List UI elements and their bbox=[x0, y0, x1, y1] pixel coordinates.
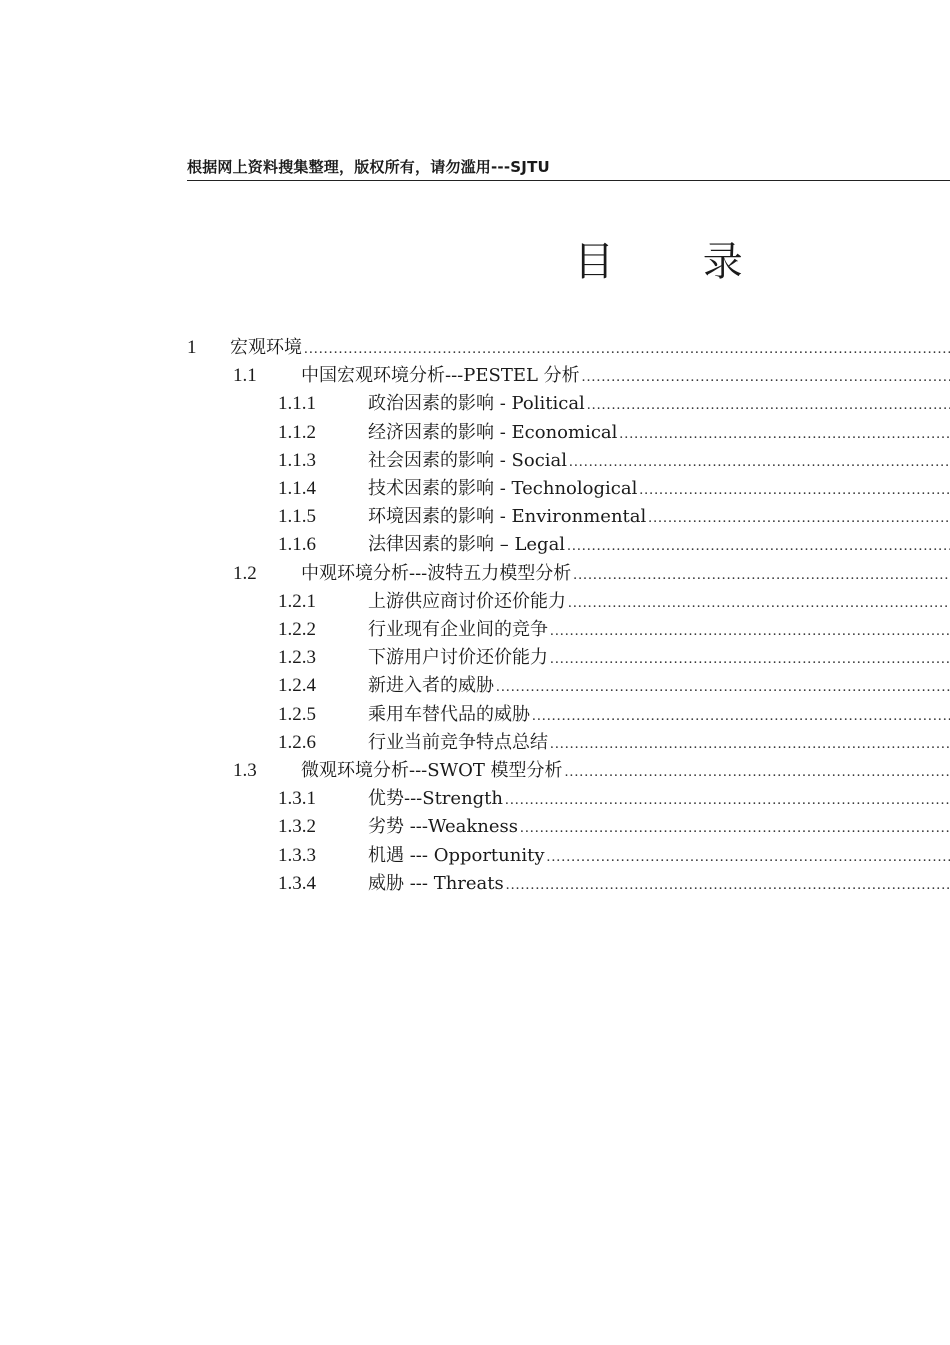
toc-entry[interactable] bbox=[278, 701, 950, 729]
toc-entry-number: 1.2 bbox=[233, 562, 257, 584]
toc-entry-label: 威胁 --- Threats bbox=[368, 872, 504, 894]
toc-entry[interactable] bbox=[278, 616, 950, 644]
toc-dot-leader bbox=[547, 843, 950, 870]
toc-entry-label: 乘用车替代品的威胁 bbox=[368, 703, 530, 725]
toc-entry-label: 技术因素的影响 - Technological bbox=[368, 478, 638, 499]
toc-entry-number: 1.1 bbox=[233, 365, 257, 387]
toc-dot-leader bbox=[532, 702, 950, 729]
toc-entry-label: 优势---Strength bbox=[368, 788, 504, 810]
toc-dot-leader bbox=[550, 617, 950, 644]
toc-entry[interactable] bbox=[278, 729, 950, 757]
toc-dot-leader bbox=[520, 814, 950, 841]
toc-entry[interactable] bbox=[187, 334, 950, 362]
toc-entry-label: 宏观环境 bbox=[230, 337, 302, 358]
toc-entry-number: 1.1.5 bbox=[278, 506, 316, 528]
toc-entry[interactable] bbox=[278, 475, 950, 503]
toc-entry-number: 1.2.5 bbox=[278, 703, 316, 725]
toc-dot-leader bbox=[505, 786, 950, 813]
toc-entry-label: 经济因素的影响 - Economical bbox=[368, 421, 618, 443]
toc-entry-number: 1.3.3 bbox=[278, 844, 316, 866]
toc-entry-number: 1.3.2 bbox=[278, 816, 316, 838]
toc-entry[interactable] bbox=[278, 419, 950, 447]
toc-dot-leader bbox=[619, 420, 950, 447]
toc-entry-number: 1.2.6 bbox=[278, 731, 316, 753]
toc-dot-leader bbox=[569, 448, 950, 475]
toc-entry[interactable] bbox=[278, 588, 950, 616]
toc-entry-label: 劣势 ---Weakness bbox=[368, 816, 519, 838]
toc-dot-leader bbox=[639, 476, 950, 503]
header-divider bbox=[187, 180, 950, 181]
toc-entry-label: 中国宏观环境分析---PESTEL 分析 bbox=[301, 365, 580, 387]
page-header: 根据网上资料搜集整理，版权所有，请勿滥用---SJTU bbox=[187, 158, 550, 176]
toc-dot-leader bbox=[304, 335, 950, 362]
toc-entry[interactable] bbox=[233, 560, 950, 588]
toc-dot-leader bbox=[496, 673, 950, 700]
toc-entry-number: 1.1.3 bbox=[278, 449, 316, 471]
toc-entry-label: 环境因素的影响 - Environmental bbox=[368, 506, 647, 528]
toc-entry-number: 1.2.2 bbox=[278, 619, 316, 640]
toc-entry-label: 行业当前竞争特点总结 bbox=[368, 731, 548, 753]
toc-entry-number: 1.1.4 bbox=[278, 478, 316, 499]
toc-entry[interactable] bbox=[278, 390, 950, 418]
toc-entry-number: 1.2.4 bbox=[278, 675, 316, 697]
toc-entry-label: 机遇 --- Opportunity bbox=[368, 844, 545, 866]
toc-entry-label: 社会因素的影响 - Social bbox=[368, 449, 568, 471]
toc-entry-label: 政治因素的影响 - Political bbox=[368, 393, 585, 415]
toc-entry-number: 1.1.2 bbox=[278, 421, 316, 443]
toc-entry[interactable] bbox=[278, 531, 950, 559]
toc-entry-number: 1.3.1 bbox=[278, 788, 316, 810]
toc-entry-number: 1.3.4 bbox=[278, 872, 316, 894]
toc-dot-leader bbox=[506, 871, 950, 898]
toc-dot-leader bbox=[568, 589, 950, 616]
toc-entry[interactable] bbox=[278, 813, 950, 841]
toc-entry[interactable] bbox=[233, 757, 950, 785]
toc-entry[interactable] bbox=[278, 842, 950, 870]
toc-entry[interactable] bbox=[278, 644, 950, 672]
toc-entry-label: 微观环境分析---SWOT 模型分析 bbox=[301, 760, 563, 781]
toc-entry-label: 新进入者的威胁 bbox=[368, 675, 494, 697]
toc-entry-number: 1.1.6 bbox=[278, 534, 316, 556]
toc-entry-number: 1.2.1 bbox=[278, 590, 316, 612]
toc-entry-label: 中观环境分析---波特五力模型分析 bbox=[301, 562, 572, 584]
toc-dot-leader bbox=[587, 391, 950, 418]
toc-dot-leader bbox=[550, 730, 950, 757]
toc-dot-leader bbox=[582, 363, 950, 390]
toc-dot-leader bbox=[550, 645, 950, 672]
toc-dot-leader bbox=[567, 532, 950, 559]
toc-entry[interactable] bbox=[278, 503, 950, 531]
toc-title: 目 录 bbox=[574, 239, 781, 285]
toc-dot-leader bbox=[648, 504, 950, 531]
toc-entry-label: 上游供应商讨价还价能力 bbox=[368, 590, 566, 612]
toc-dot-leader bbox=[565, 758, 950, 785]
toc-entry[interactable] bbox=[278, 785, 950, 813]
toc-entry-label: 下游用户讨价还价能力 bbox=[368, 647, 548, 669]
toc-entry-label: 法律因素的影响 – Legal bbox=[368, 534, 566, 556]
toc-entry[interactable] bbox=[278, 870, 950, 898]
toc-entry[interactable] bbox=[278, 672, 950, 700]
toc-entry-number: 1.3 bbox=[233, 760, 257, 781]
toc-entry-number: 1.2.3 bbox=[278, 647, 316, 669]
toc-dot-leader bbox=[573, 561, 950, 588]
toc-entry[interactable] bbox=[233, 362, 950, 390]
toc-entry-label: 行业现有企业间的竞争 bbox=[368, 619, 548, 640]
toc-entry-number: 1 bbox=[187, 337, 197, 358]
toc-entry-number: 1.1.1 bbox=[278, 393, 316, 415]
toc-entry[interactable] bbox=[278, 447, 950, 475]
